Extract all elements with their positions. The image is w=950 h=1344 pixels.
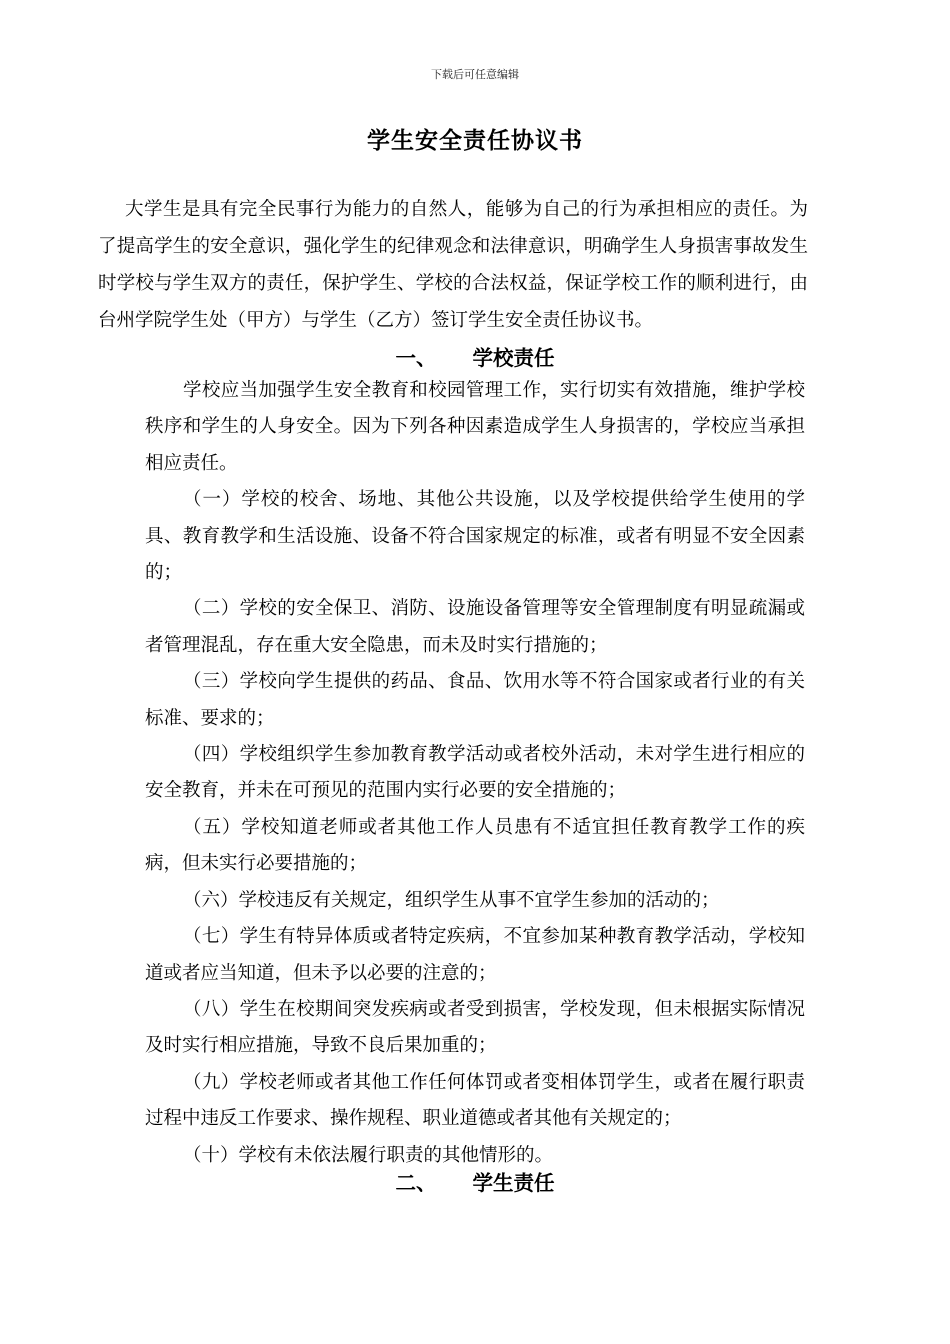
clause-6: （六）学校违反有关规定，组织学生从事不宜学生参加的活动的；: [183, 889, 720, 911]
section-number: 一、: [395, 346, 437, 370]
clause-8: （八）学生在校期间突发疾病或者受到损害，学校发现，但未根据实际情况及时实行相应措施，导致不良后果加重的；: [145, 998, 805, 1057]
intro-paragraph: 大学生是具有完全民事行为能力的自然人，能够为自己的行为承担相应的责任。为了提高学生的安全意识，强化学生的纪律观念和法律意识，明确学生人身损害事故发生时学校与学生双方的责任，保护学生、学校的合法权益，保证学校工作的顺利进行，由台州学院学生处（甲方）与学生（乙方）签订学生安全责任协议书。: [98, 199, 808, 331]
header-note: 下载后可任意编辑: [431, 68, 519, 81]
clause-5: （五）学校知道老师或者其他工作人员患有不适宜担任教育教学工作的疾病，但未实行必要措施的；: [145, 816, 805, 875]
school-responsibility-body: [145, 373, 805, 1174]
clause-10: （十）学校有未依法履行职责的其他情形的。: [183, 1144, 554, 1166]
section-title: 学生责任: [472, 1171, 555, 1195]
section-number: 二、: [395, 1171, 437, 1195]
clause-2: （二）学校的安全保卫、消防、设施设备管理等安全管理制度有明显疏漏或者管理混乱，存在重大安全隐患，而未及时实行措施的；: [145, 598, 805, 656]
clause-7: （七）学生有特异体质或者特定疾病，不宜参加某种教育教学活动，学校知道或者应当知道，但未予以必要的注意的；: [145, 926, 805, 984]
clause-1: （一）学校的校舍、场地、其他公共设施，以及学校提供给学生使用的学具、教育教学和生活设施、设备不符合国家规定的标准，或者有明显不安全因素的；: [145, 489, 805, 584]
section-heading-student-responsibility: [0, 1166, 950, 1196]
body-paragraph: 学校应当加强学生安全教育和校园管理工作，实行切实有效措施，维护学校秩序和学生的人身安全。因为下列各种因素造成学生人身损害的，学校应当承担相应责任。: [145, 380, 805, 474]
section-heading-school-responsibility: [0, 341, 950, 371]
document-title: 学生安全责任协议书: [367, 127, 583, 154]
clause-9: （九）学校老师或者其他工作任何体罚或者变相体罚学生，或者在履行职责过程中违反工作要求、操作规程、职业道德或者其他有关规定的；: [145, 1071, 805, 1130]
clause-4: （四）学校组织学生参加教育教学活动或者校外活动，未对学生进行相应的安全教育，并未在可预见的范围内实行必要的安全措施的；: [145, 744, 805, 802]
clause-3: （三）学校向学生提供的药品、食品、饮用水等不符合国家或者行业的有关标准、要求的；: [145, 671, 805, 729]
section-title: 学校责任: [472, 346, 555, 370]
